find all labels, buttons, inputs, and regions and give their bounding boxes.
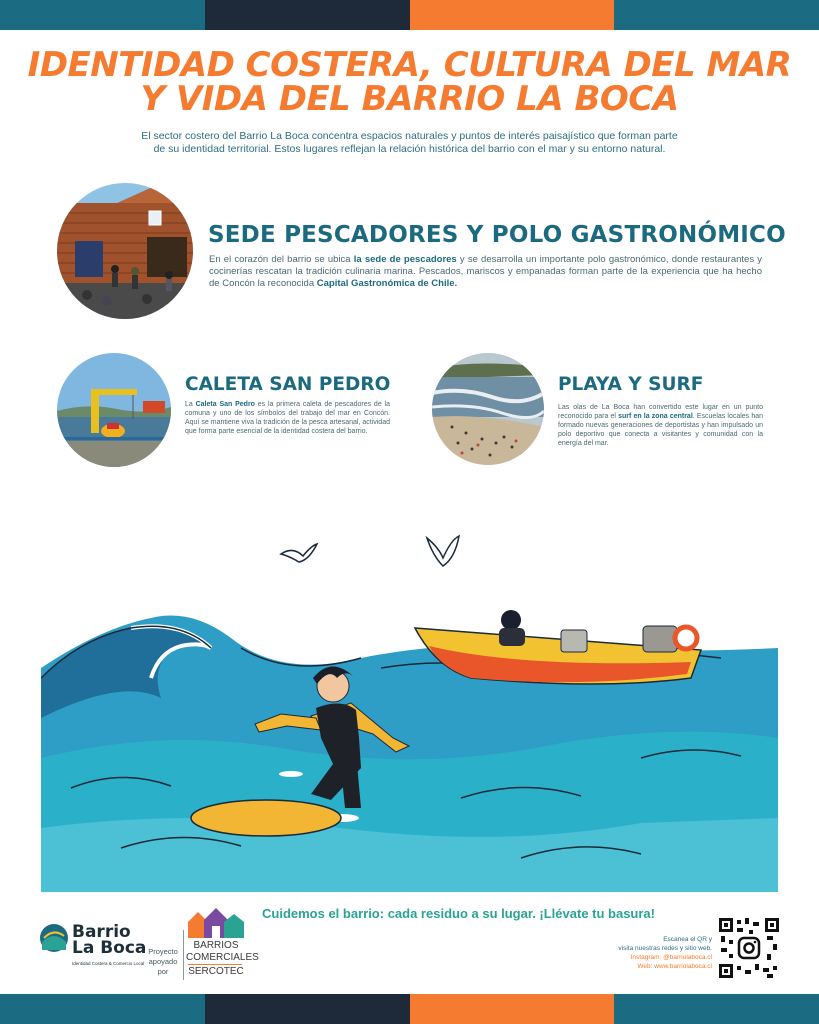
caleta-san-pedro-photo (57, 353, 171, 467)
qr-line-1: Escanea el QR y (663, 936, 712, 943)
qr-instructions (590, 935, 712, 971)
intro-line-1: El sector costero del Barrio La Boca concentra espacios naturales y puntos de interés paisajístico que forman parte (141, 130, 678, 142)
sercotec-text: SERCOTEC (188, 966, 244, 977)
support-line-2: apoyado (148, 957, 178, 966)
surf-illustration (41, 528, 778, 892)
qr-line-2: visita nuestras redes y sitio web. (618, 945, 712, 952)
page-title (0, 45, 819, 119)
support-line-1: Proyecto (148, 947, 178, 956)
supported-by-text (146, 947, 180, 977)
brand-line-2: La Boca (72, 938, 147, 958)
caleta-text-a: La (185, 401, 196, 408)
sede-title: SEDE PESCADORES Y POLO GASTRONÓMICO (208, 222, 786, 248)
playa-surf-photo (432, 353, 544, 465)
bc-underline (188, 964, 242, 965)
playa-highlight: surf en la zona central (618, 413, 693, 420)
barrios-comerciales-logo-text (186, 940, 259, 964)
support-line-3: por (157, 967, 169, 976)
caleta-paragraph (185, 400, 390, 436)
sede-paragraph (209, 254, 762, 290)
intro-line-2: de su identidad territorial. Estos lugares reflejan la relación histórica del barrio con el mar y su entorno natural. (153, 143, 666, 155)
brand-tagline: Identidad Costera & Comercio Local (72, 961, 145, 966)
bc-line-1: BARRIOS (193, 940, 239, 951)
top-color-band (0, 0, 819, 30)
playa-text-c: . Escuelas locales han formado nuevas generaciones de deportistas y han impulsado un polo deportivo que conecta a visitantes y comunidad con la energía del mar. (558, 413, 763, 447)
qr-code[interactable] (719, 918, 779, 978)
footer-message: Cuidemos el barrio: cada residuo a su lugar. ¡Llévate tu basura! (262, 906, 655, 921)
bottom-color-band (0, 994, 819, 1024)
caleta-highlight: Caleta San Pedro (195, 401, 255, 408)
sede-highlight-2: Capital Gastronómica de Chile. (316, 278, 458, 289)
intro-paragraph (110, 130, 709, 156)
sede-pescadores-photo (57, 183, 193, 319)
playa-title: PLAYA Y SURF (558, 374, 704, 395)
caleta-text-c: es la primera caleta de pescadores de la comuna y uno de los símbolos del trabajo del mar en Concón. Aquí se mantiene viva la tradición de la pesca artesanal, actividad que forma parte esencial de la identidad costera del barrio. (185, 401, 390, 435)
instagram-handle[interactable]: Instagram: @barriolaboca.cl (630, 954, 712, 961)
footer-divider (183, 930, 184, 980)
boat (415, 610, 701, 684)
sede-highlight-1: la sede de pescadores (353, 254, 457, 265)
website-url[interactable]: Web: www.barriolaboca.cl (637, 963, 712, 970)
barrios-comerciales-houses-icon (186, 908, 244, 940)
title-line-2: Y VIDA DEL BARRIO LA BOCA (140, 79, 679, 119)
playa-paragraph (558, 403, 763, 448)
brand-name (72, 924, 146, 956)
sede-text-a: En el corazón del barrio se ubica (209, 254, 354, 265)
instagram-icon (739, 938, 759, 958)
title-line-1: IDENTIDAD COSTERA, CULTURA DEL MAR (27, 45, 792, 85)
sede-text-c: y se desarrolla un importante polo gastronómico, donde restaurantes y cocinerías rescatan la tradición culinaria marina. Pescados, mariscos y empanadas forman parte de la experiencia que ha hecho de Concón la reconocida (209, 254, 763, 289)
brand-line-1: Barrio (72, 922, 131, 942)
playa-text-a: Las olas de La Boca han convertido este lugar en un punto reconocido para el (558, 404, 763, 420)
caleta-title: CALETA SAN PEDRO (185, 374, 391, 395)
bc-line-2: COMERCIALES (186, 952, 259, 963)
